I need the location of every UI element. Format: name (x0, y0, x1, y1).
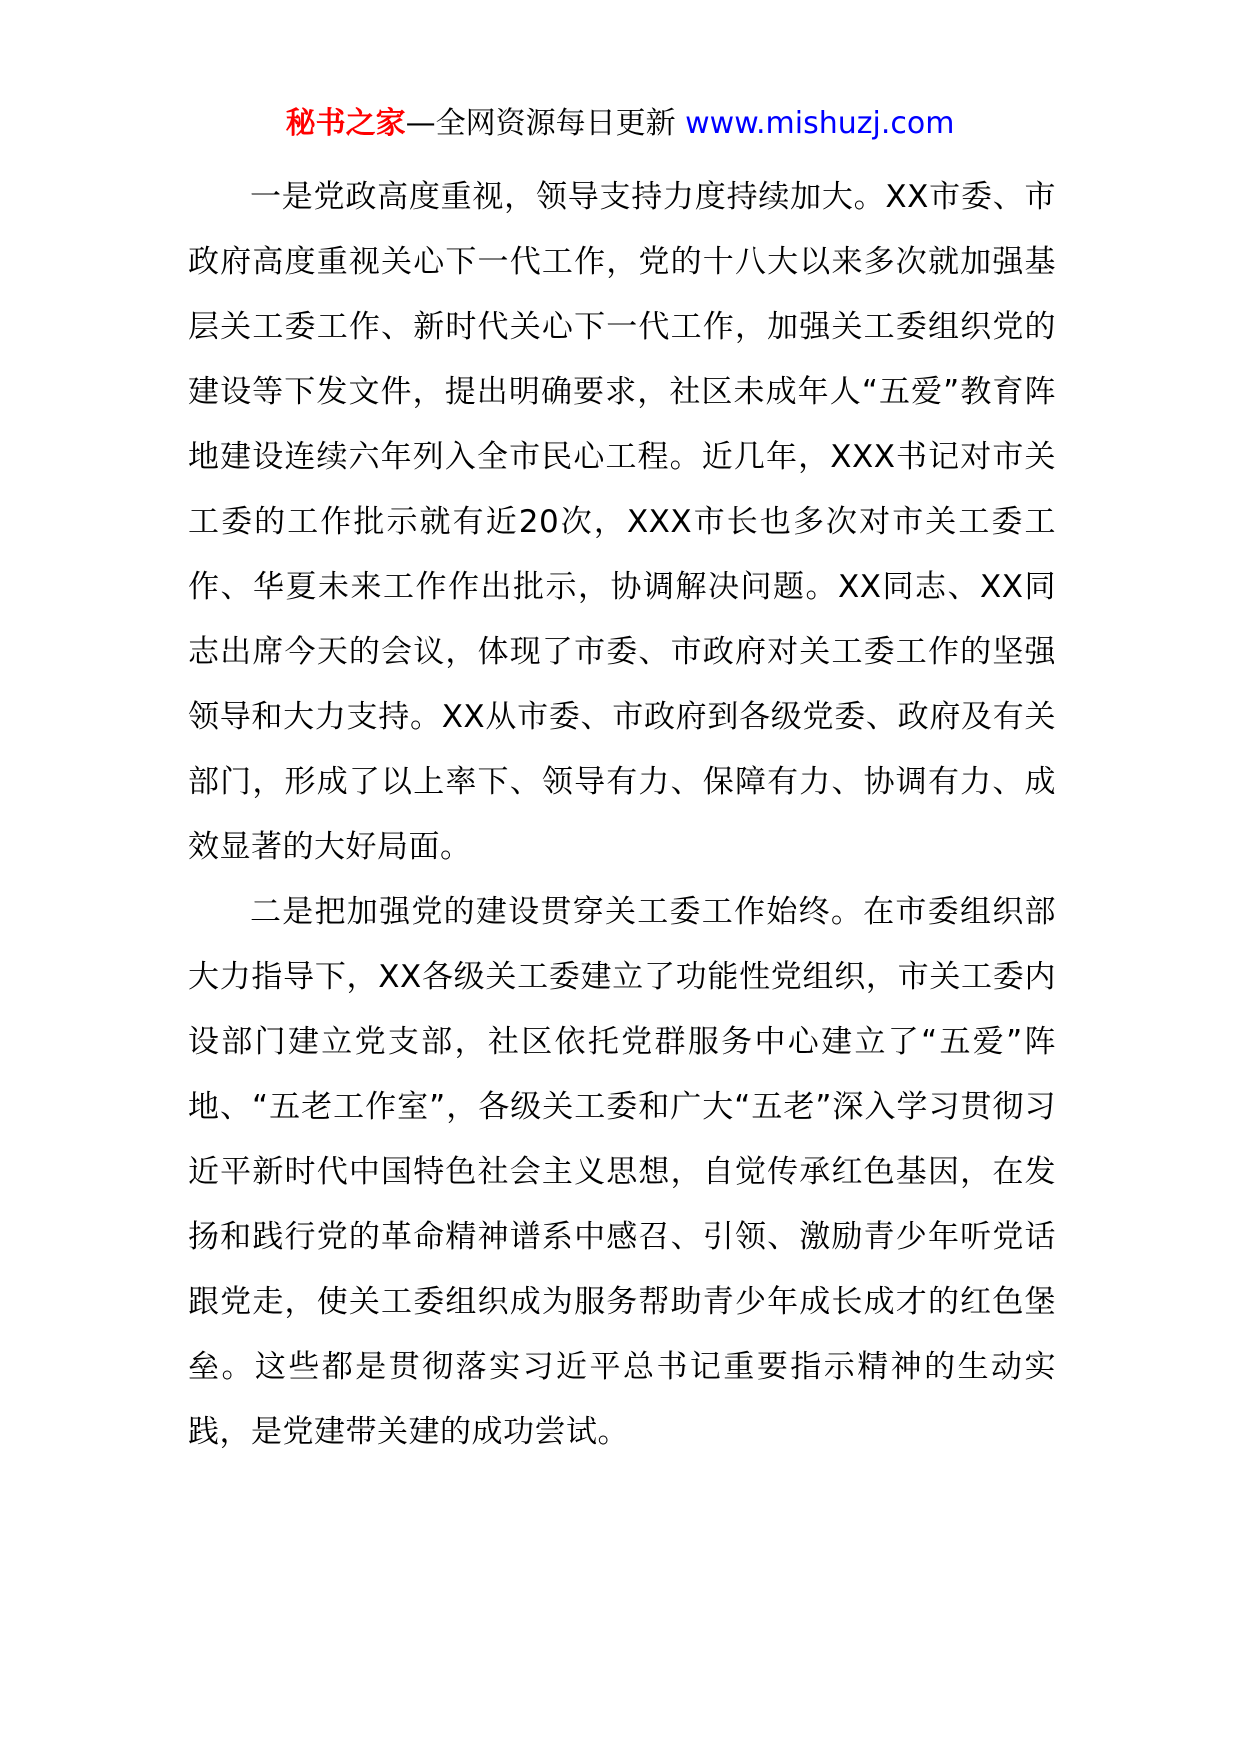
page-header (0, 104, 1240, 144)
document-body (188, 165, 1056, 1465)
paragraph-1: 一是党政高度重视，领导支持力度持续加大。XX市委、市政府高度重视关心下一代工作，党的十八大以来多次就加强基层关工委工作、新时代关心下一代工作，加强关工委组织党的建设等下发文件，提出明确要求，社区未成年人“五爱”教育阵地建设连续六年列入全市民心工程。近几年，XXX书记对市关工委的工作批示就有近20次，XXX市长也多次对市关工委工作、华夏未来工作作出批示，协调解决问题。XX同志、XX同志出席今天的会议，体现了市委、市政府对关工委工作的坚强领导和大力支持。XX从市委、市政府到各级党委、政府及有关部门，形成了以上率下、领导有力、保障有力、协调有力、成效显著的大好局面。 (188, 179, 1056, 865)
website-link[interactable]: www.mishuzj.com (685, 106, 955, 141)
brand-name: 秘书之家 (285, 106, 406, 141)
header-tagline: —全网资源每日更新 (405, 106, 676, 141)
paragraph-2: 二是把加强党的建设贯穿关工委工作始终。在市委组织部大力指导下，XX各级关工委建立了功能性党组织，市关工委内设部门建立党支部，社区依托党群服务中心建立了“五爱”阵地、“五老工作室”，各级关工委和广大“五老”深入学习贯彻习近平新时代中国特色社会主义思想，自觉传承红色基因，在发扬和践行党的革命精神谱系中感召、引领、激励青少年听党话跟党走，使关工委组织成为服务帮助青少年成长成才的红色堡垒。这些都是贯彻落实习近平总书记重要指示精神的生动实践，是党建带关建的成功尝试。 (188, 894, 1056, 1450)
